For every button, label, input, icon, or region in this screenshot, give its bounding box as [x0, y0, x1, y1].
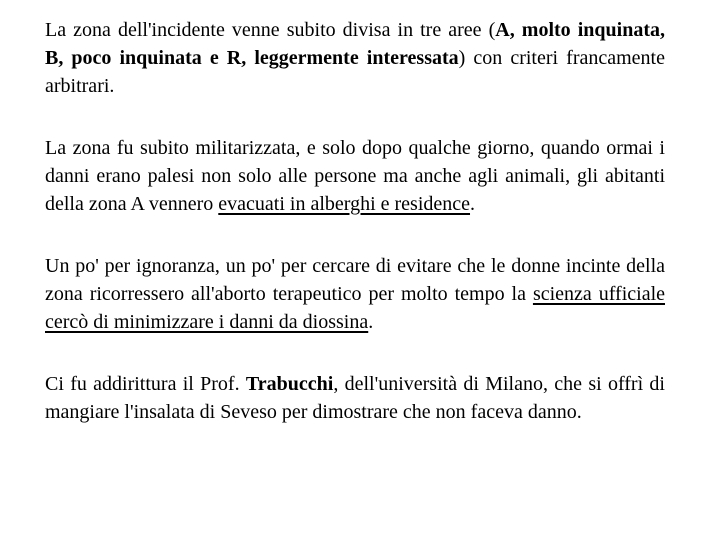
text-run: La zona dell'incidente venne subito divisa in tre aree ( — [45, 19, 496, 41]
paragraph-trabucchi — [45, 370, 665, 426]
bold-text-trabucchi: Trabucchi — [245, 373, 334, 395]
text-run: . — [368, 311, 374, 333]
paragraph-militarization — [45, 134, 665, 218]
text-run: La zona fu subito militarizzata, e solo dopo qualche giorno, quando ormai i danni erano palesi non solo alle persone ma anche agli animali, gli abitanti della zona A vennero — [45, 137, 665, 215]
text-run: ) con criteri francamente arbitrari. — [45, 47, 665, 97]
text-run: Ci fu addirittura il Prof. — [45, 373, 246, 395]
underlined-text-dioxin: scienza ufficiale cercò di minimizzare i danni da diossina — [45, 283, 665, 333]
text-run: Un po' per ignoranza, un po' per cercare di evitare che le donne incinte della zona ricorressero all'aborto terapeutico per molto tempo la — [45, 255, 665, 305]
text-run: . — [470, 193, 476, 215]
underlined-text-evacuation: evacuati in alberghi e residence — [218, 193, 471, 215]
paragraph-official-science — [45, 252, 665, 336]
text-run: , dell'università di Milano, che si offrì di mangiare l'insalata di Seveso per dimostrare che non faceva danno. — [45, 373, 665, 423]
slide-text-body — [45, 16, 665, 426]
paragraph-zone-division — [45, 16, 665, 100]
bold-text-zones: A, molto inquinata, B, poco inquinata e R, leggermente interessata — [45, 19, 665, 69]
